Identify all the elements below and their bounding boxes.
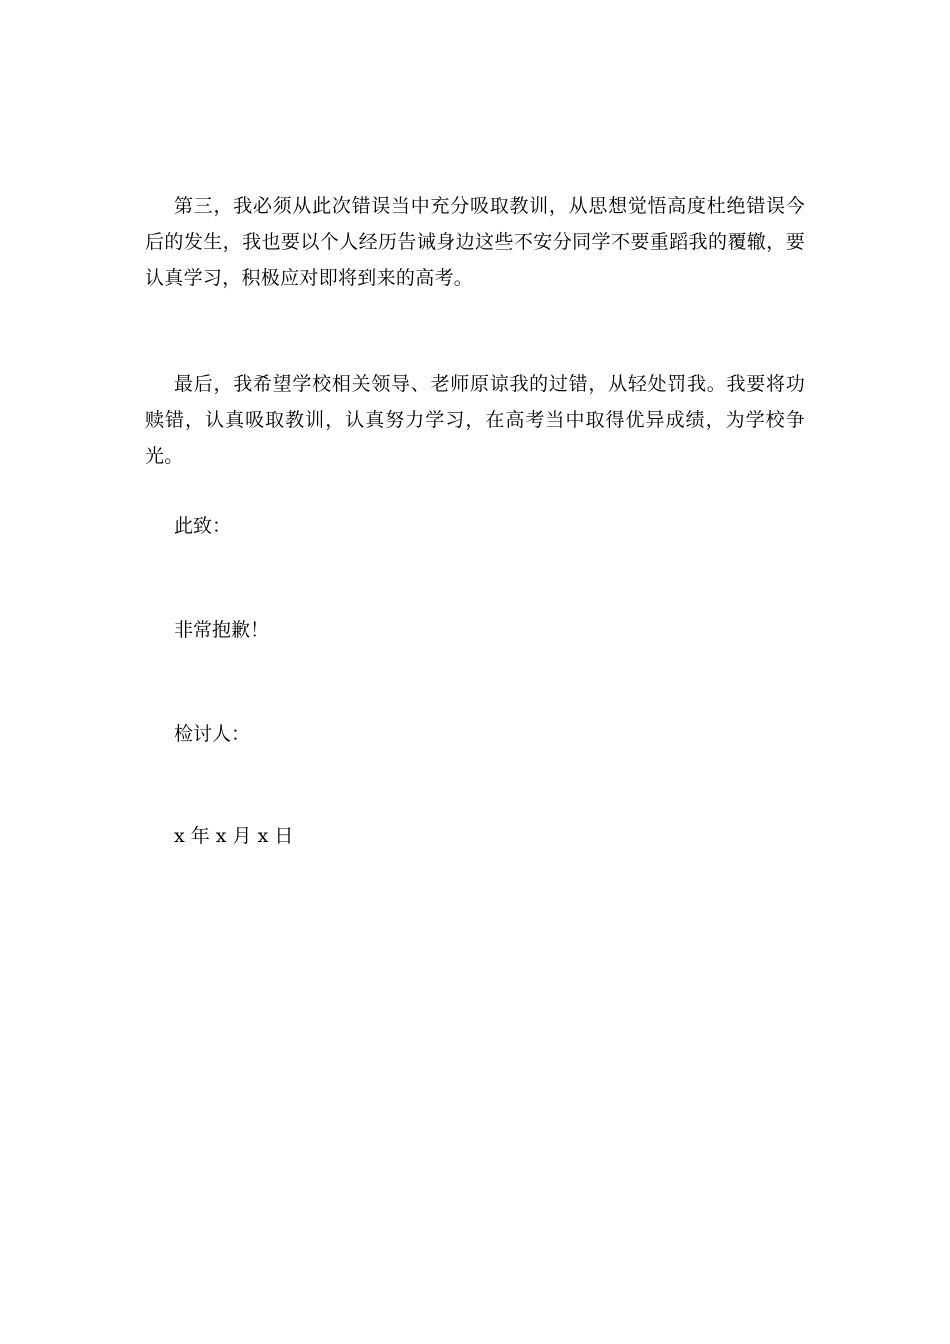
apology-line: 非常抱歉！: [174, 619, 270, 641]
signatory-label: 检讨人：: [174, 723, 251, 745]
date-line: x 年 x 月 x 日: [174, 825, 294, 847]
closing-salutation: 此致：: [174, 515, 232, 537]
paragraph-third: 第三，我必须从此次错误当中充分吸取教训，从思想觉悟高度杜绝错误今后的发生，我也要以个人经历告诫身边这些不安分同学不要重蹈我的覆辙，要认真学习，积极应对即将到来的高考。: [145, 195, 805, 289]
paragraph-last: 最后，我希望学校相关领导、老师原谅我的过错，从轻处罚我。我要将功赎错，认真吸取教训，认真努力学习，在高考当中取得优异成绩，为学校争光。: [145, 373, 805, 467]
